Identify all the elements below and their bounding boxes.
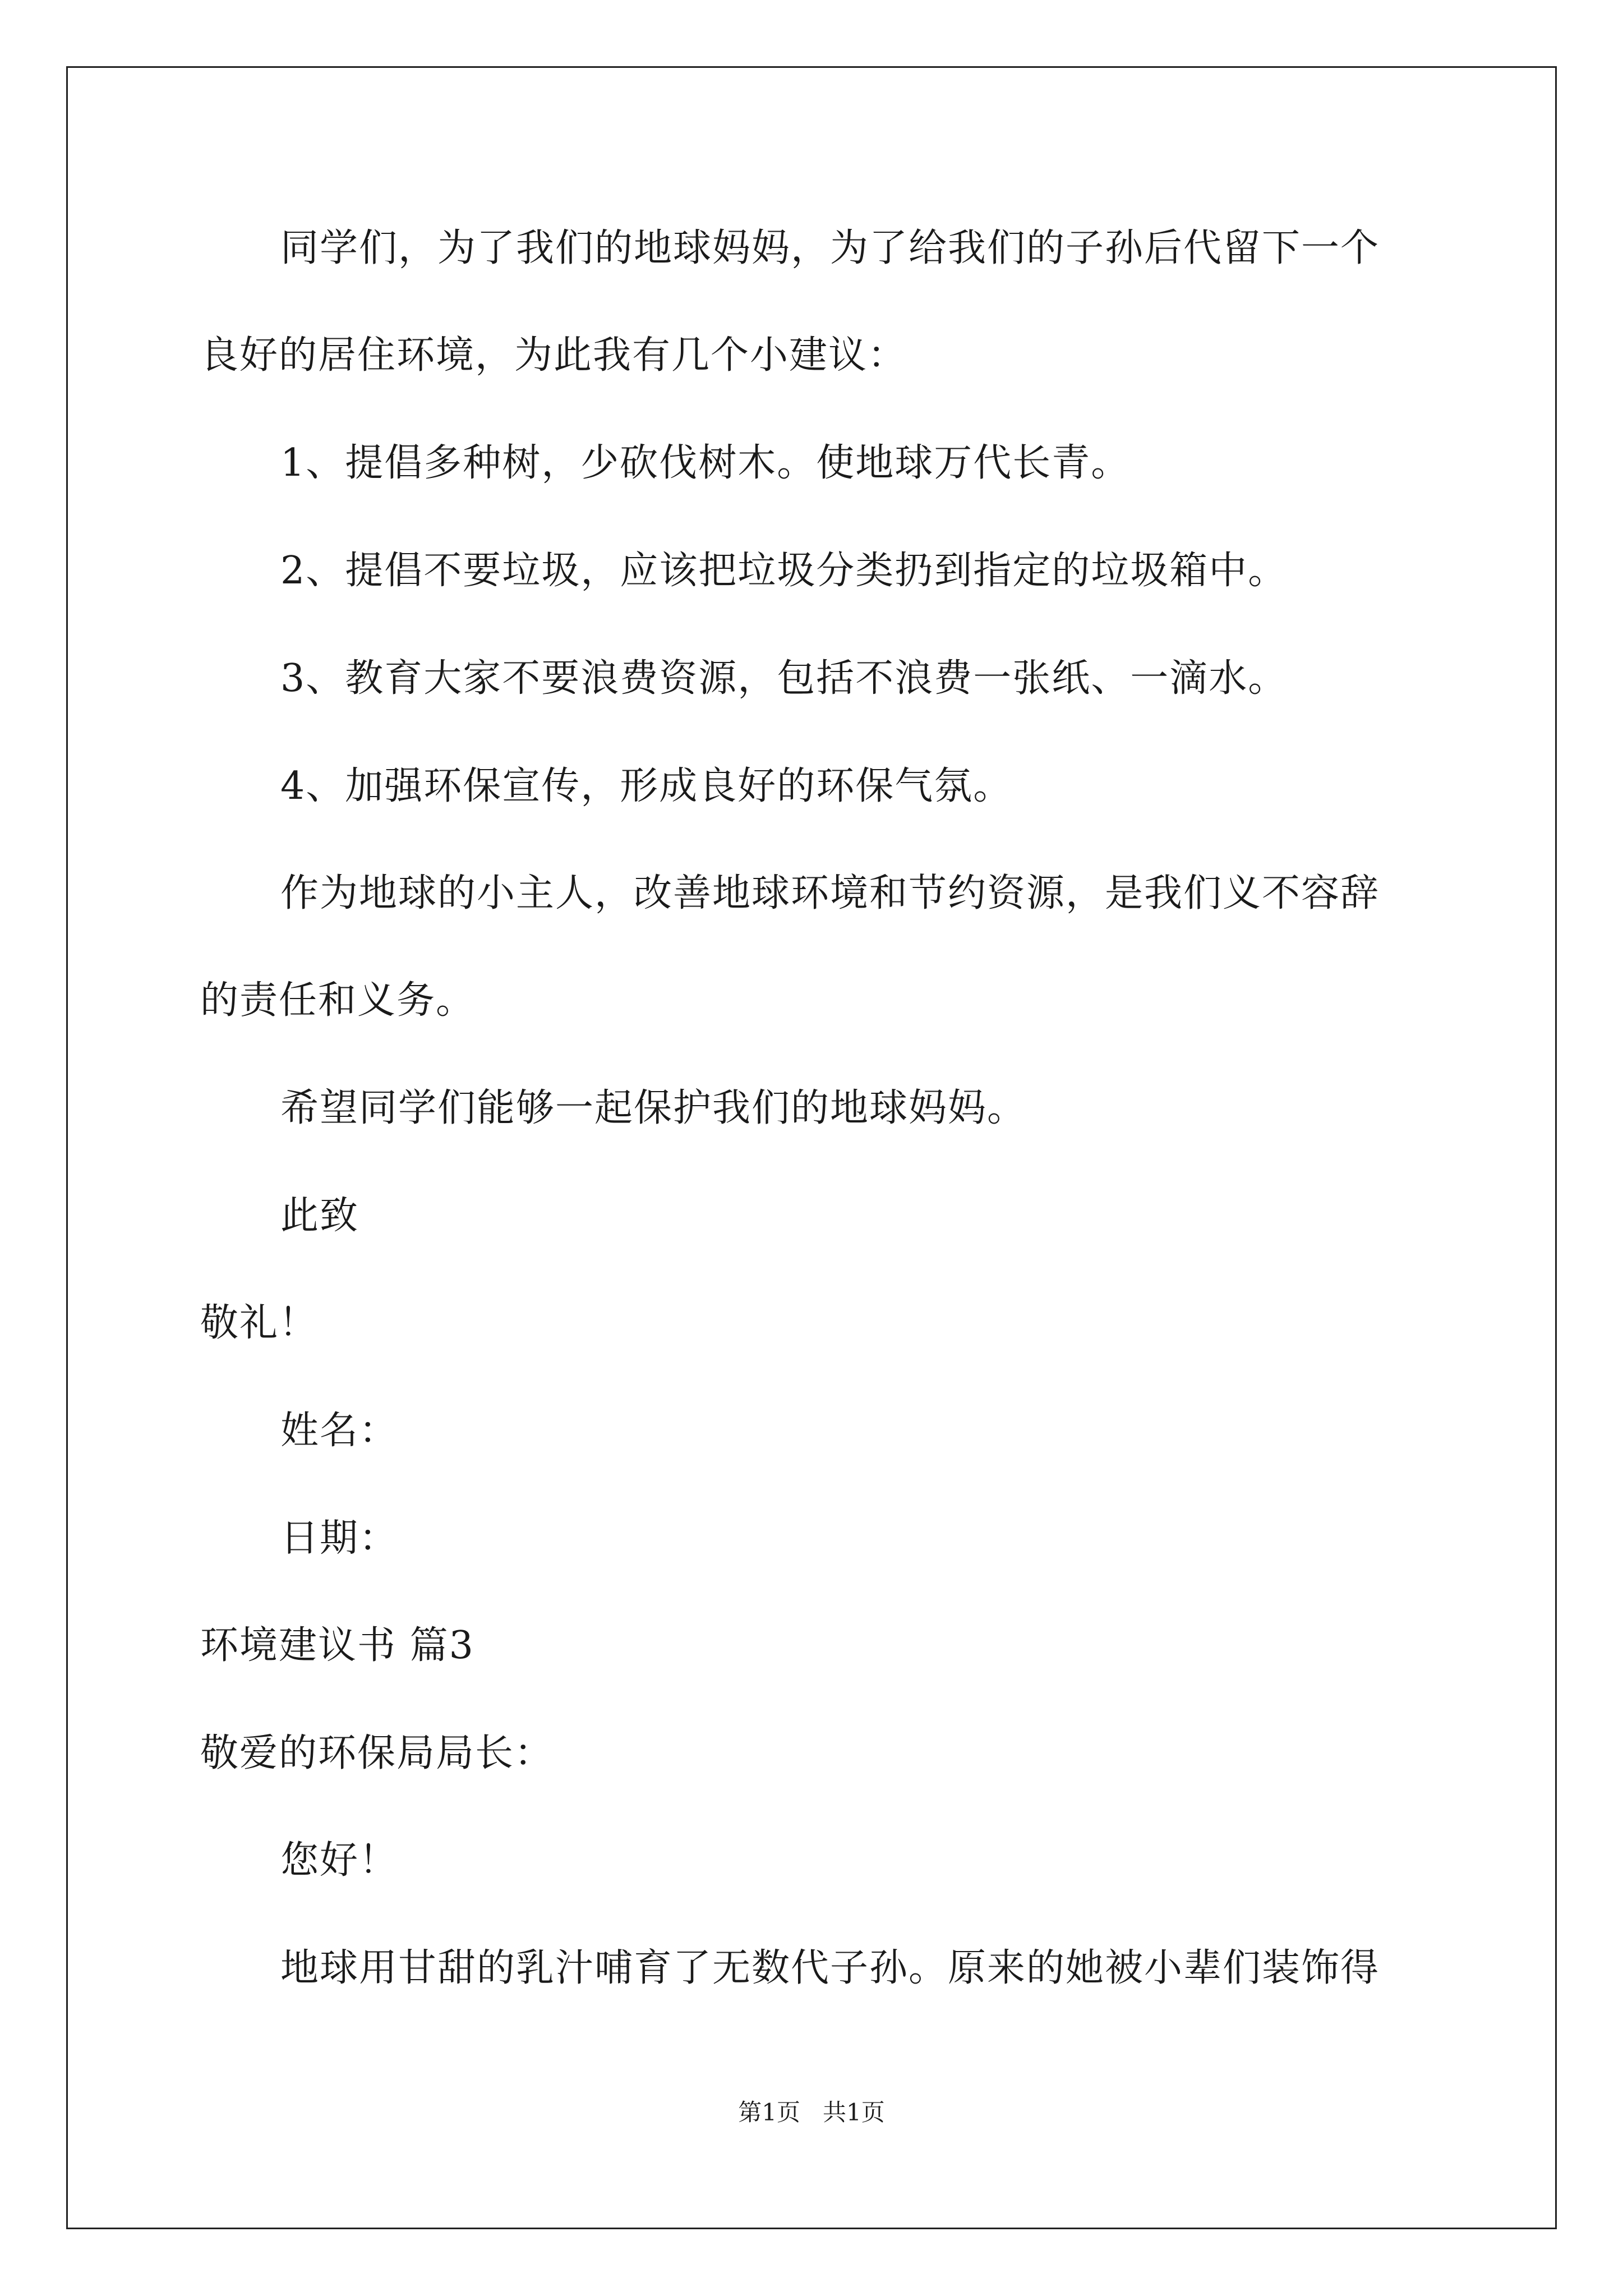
signature-name-label: 姓名：	[280, 1409, 399, 1453]
list-item-2: 2、提倡不要垃圾，应该把垃圾分类扔到指定的垃圾箱中。	[280, 549, 1288, 593]
closing-regards: 敬礼！	[200, 1301, 319, 1345]
list-item-3: 3、教育大家不要浪费资源，包括不浪费一张纸、一滴水。	[280, 656, 1288, 701]
letter-addressee: 敬爱的环保局局长：	[200, 1731, 554, 1775]
list-item-1: 1、提倡多种树，少砍伐树木。使地球万代长青。	[280, 441, 1131, 485]
page-frame	[66, 66, 1557, 2229]
section-heading: 环境建议书 篇3	[200, 1623, 474, 1668]
paragraph-line: 良好的居住环境，为此我有几个小建议：	[200, 333, 907, 378]
paragraph-line: 希望同学们能够一起保护我们的地球妈妈。	[280, 1086, 1027, 1130]
closing-salutation: 此致	[280, 1194, 359, 1238]
paragraph-line: 同学们，为了我们的地球妈妈，为了给我们的子孙后代留下一个	[280, 226, 1380, 270]
page-number-footer: 第1页 共1页	[738, 2099, 885, 2126]
signature-date-label: 日期：	[280, 1516, 399, 1561]
paragraph-line: 的责任和义务。	[200, 978, 476, 1023]
letter-greeting: 您好！	[280, 1838, 399, 1883]
paragraph-line: 作为地球的小主人，改善地球环境和节约资源，是我们义不容辞	[280, 871, 1380, 915]
list-item-4: 4、加强环保宣传，形成良好的环保气氛。	[280, 764, 1013, 808]
paragraph-line: 地球用甘甜的乳汁哺育了无数代子孙。原来的她被小辈们装饰得	[280, 1946, 1380, 1990]
